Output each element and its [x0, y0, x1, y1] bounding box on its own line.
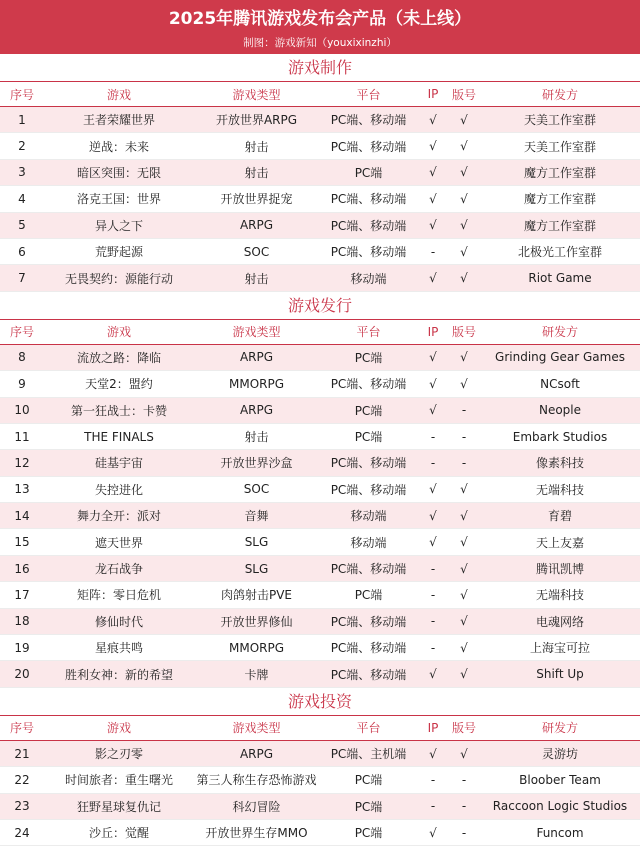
cell-game: 遮天世界 — [94, 535, 143, 550]
cell-game: 王者荣耀世界 — [82, 113, 155, 128]
cell-genre: 射击 — [244, 430, 269, 445]
cell-ip: √ — [429, 139, 437, 154]
page-subtitle: 制图：游戏新知（youxixinzhi） — [243, 37, 397, 49]
cell-license: √ — [460, 191, 468, 206]
cell-platform: PC端、移动端 — [330, 667, 407, 682]
cell-developer: 天美工作室群 — [523, 113, 596, 128]
cell-platform: PC端、移动端 — [330, 456, 407, 471]
cell-ip: √ — [429, 165, 437, 180]
cell-genre: ARPG — [239, 350, 274, 365]
header-developer: 研发方 — [541, 721, 578, 736]
table-row — [0, 503, 640, 529]
table-row — [0, 107, 640, 133]
cell-ip: - — [430, 614, 436, 629]
cell-game: 异人之下 — [94, 218, 143, 233]
cell-platform: PC端、移动端 — [330, 113, 407, 128]
table-row — [0, 371, 640, 397]
cell-platform: 移动端 — [350, 535, 387, 550]
cell-game: 沙丘：觉醒 — [88, 826, 149, 841]
header-developer: 研发方 — [541, 325, 578, 340]
header-license: 版号 — [451, 721, 476, 736]
cell-platform: PC端 — [354, 826, 383, 841]
title-banner — [0, 0, 640, 54]
cell-number: 17 — [14, 587, 30, 602]
cell-number: 22 — [14, 772, 30, 787]
cell-genre: 开放世界捉宠 — [220, 192, 293, 207]
cell-ip: - — [430, 429, 436, 444]
table-row — [0, 794, 640, 820]
cell-game: 星痕共鸣 — [94, 641, 143, 656]
cell-ip: √ — [429, 667, 437, 682]
cell-developer: 电魂网络 — [535, 614, 584, 629]
cell-ip: - — [430, 244, 436, 259]
cell-ip: √ — [429, 112, 437, 127]
cell-developer: Bloober Team — [519, 772, 601, 787]
cell-license: √ — [460, 587, 468, 602]
cell-game: 失控进化 — [94, 482, 143, 497]
cell-number: 9 — [18, 376, 26, 391]
cell-genre: 射击 — [244, 271, 269, 286]
cell-license: √ — [460, 667, 468, 682]
section-title: 游戏制作 — [287, 58, 352, 77]
cell-license: √ — [460, 640, 468, 655]
cell-ip: - — [430, 561, 436, 576]
cell-number: 11 — [14, 429, 30, 444]
header-platform: 平台 — [356, 721, 381, 736]
table-row — [0, 398, 640, 424]
cell-genre: 开放世界生存MMO — [205, 826, 308, 841]
cell-platform: 移动端 — [350, 509, 387, 524]
cell-ip: - — [430, 772, 436, 787]
table-row — [0, 133, 640, 159]
cell-developer: Shift Up — [536, 667, 584, 682]
cell-license: - — [461, 455, 467, 470]
cell-genre: 第三人称生存恐怖游戏 — [196, 773, 317, 788]
cell-ip: √ — [429, 482, 437, 497]
cell-number: 20 — [14, 667, 30, 682]
cell-license: √ — [460, 350, 468, 365]
table-row — [0, 661, 640, 687]
table-row — [0, 213, 640, 239]
cell-license: √ — [460, 561, 468, 576]
table-row — [0, 345, 640, 371]
cell-developer: 无端科技 — [535, 588, 584, 603]
cell-license: √ — [460, 112, 468, 127]
cell-platform: PC端、移动端 — [330, 482, 407, 497]
cell-platform: PC端、移动端 — [330, 245, 407, 260]
table-row — [0, 820, 640, 846]
cell-platform: PC端 — [354, 799, 383, 814]
cell-license: - — [461, 403, 467, 418]
cell-genre: ARPG — [239, 403, 274, 418]
cell-genre: 肉鸽射击PVE — [220, 588, 293, 603]
cell-license: √ — [460, 218, 468, 233]
cell-license: √ — [460, 376, 468, 391]
cell-developer: 像素科技 — [535, 456, 584, 471]
cell-number: 1 — [18, 112, 26, 127]
cell-developer: 上海宝可拉 — [529, 641, 590, 656]
table-row — [0, 582, 640, 608]
cell-game: 逆战：未来 — [88, 139, 149, 154]
cell-license: - — [461, 429, 467, 444]
cell-number: 7 — [18, 271, 26, 286]
cell-platform: PC端 — [354, 430, 383, 445]
table-row — [0, 477, 640, 503]
cell-genre: 开放世界ARPG — [215, 113, 298, 128]
cell-ip: √ — [429, 746, 437, 761]
cell-game: 龙石战争 — [94, 562, 143, 577]
cell-license: √ — [460, 165, 468, 180]
table-row — [0, 265, 640, 291]
cell-genre: 射击 — [244, 139, 269, 154]
cell-developer: 魔方工作室群 — [523, 165, 596, 180]
cell-ip: √ — [429, 350, 437, 365]
cell-game: 胜利女神：新的希望 — [64, 667, 173, 682]
cell-developer: 灵游坊 — [541, 747, 578, 761]
header-platform: 平台 — [356, 87, 381, 102]
cell-license: - — [461, 772, 467, 787]
cell-game: 狂野星球复仇记 — [76, 799, 161, 814]
table-row — [0, 186, 640, 212]
cell-license: - — [461, 825, 467, 840]
cell-genre: SOC — [243, 244, 270, 259]
cell-developer: Funcom — [536, 825, 584, 840]
cell-developer: Riot Game — [528, 271, 592, 286]
table-row — [0, 450, 640, 476]
cell-license: √ — [460, 535, 468, 550]
section-title: 游戏投资 — [287, 691, 352, 711]
cell-platform: PC端、移动端 — [330, 614, 407, 629]
cell-platform: 移动端 — [350, 271, 387, 286]
cell-license: √ — [460, 508, 468, 523]
cell-number: 4 — [18, 191, 26, 206]
cell-genre: 开放世界沙盒 — [220, 456, 293, 471]
table-row — [0, 529, 640, 555]
cell-game: 舞力全开：派对 — [76, 509, 161, 524]
cell-number: 16 — [14, 561, 30, 576]
table-row — [0, 424, 640, 450]
cell-developer: 北极光工作室群 — [517, 245, 602, 260]
header-number: 序号 — [9, 325, 34, 340]
cell-number: 5 — [18, 218, 26, 233]
cell-ip: √ — [429, 376, 437, 391]
header-game: 游戏 — [106, 87, 131, 102]
cell-game: 矩阵：零日危机 — [76, 588, 161, 603]
product-table — [0, 54, 640, 846]
cell-genre: ARPG — [239, 746, 274, 761]
header-game: 游戏 — [106, 325, 131, 340]
cell-number: 14 — [14, 508, 30, 523]
table-row — [0, 160, 640, 186]
cell-genre: MMORPG — [228, 376, 285, 391]
table-header — [0, 81, 640, 107]
cell-license: √ — [460, 614, 468, 629]
cell-developer: 天美工作室群 — [523, 139, 596, 154]
cell-developer: Embark Studios — [512, 429, 608, 444]
cell-platform: PC端、移动端 — [330, 218, 407, 233]
cell-genre: MMORPG — [228, 640, 285, 655]
cell-game: 暗区突围：无限 — [76, 165, 161, 180]
cell-platform: PC端 — [354, 350, 383, 365]
cell-platform: PC端、主机端 — [330, 747, 407, 761]
table-header — [0, 715, 640, 741]
cell-genre: 开放世界修仙 — [220, 614, 293, 629]
cell-developer: 天上友嘉 — [535, 535, 584, 550]
cell-number: 13 — [14, 482, 30, 497]
cell-developer: Raccoon Logic Studios — [492, 799, 628, 814]
cell-platform: PC端 — [354, 403, 383, 418]
cell-genre: SLG — [244, 561, 269, 576]
header-number: 序号 — [9, 721, 34, 736]
cell-game: THE FINALS — [84, 429, 154, 444]
cell-platform: PC端、移动端 — [330, 641, 407, 656]
cell-number: 15 — [14, 535, 30, 550]
cell-platform: PC端 — [354, 773, 383, 788]
cell-number: 21 — [14, 746, 30, 761]
cell-game: 洛克王国：世界 — [76, 192, 161, 207]
cell-game: 影之刃零 — [94, 747, 143, 761]
header-developer: 研发方 — [541, 87, 578, 102]
cell-ip: √ — [429, 191, 437, 206]
table-row — [0, 239, 640, 265]
cell-license: - — [461, 799, 467, 814]
cell-license: √ — [460, 244, 468, 259]
cell-game: 天堂2：盟约 — [85, 377, 153, 392]
cell-license: √ — [460, 139, 468, 154]
cell-number: 8 — [18, 350, 26, 365]
cell-license: √ — [460, 746, 468, 761]
cell-ip: √ — [429, 218, 437, 233]
header-genre: 游戏类型 — [232, 325, 281, 340]
cell-ip: √ — [429, 825, 437, 840]
cell-number: 12 — [14, 455, 30, 470]
cell-platform: PC端 — [354, 588, 383, 603]
cell-license: √ — [460, 482, 468, 497]
cell-developer: Neople — [538, 403, 582, 418]
header-license: 版号 — [451, 325, 476, 340]
cell-number: 24 — [14, 825, 30, 840]
cell-developer: NCsoft — [540, 376, 580, 391]
table-row — [0, 741, 640, 767]
cell-developer: Grinding Gear Games — [495, 350, 625, 365]
cell-ip: - — [430, 587, 436, 602]
header-ip: IP — [427, 324, 439, 339]
table-header — [0, 319, 640, 345]
cell-genre: 音舞 — [244, 509, 269, 524]
cell-developer: 无端科技 — [535, 482, 584, 497]
cell-platform: PC端、移动端 — [330, 139, 407, 154]
cell-platform: PC端、移动端 — [330, 192, 407, 207]
cell-ip: - — [430, 799, 436, 814]
cell-genre: SOC — [243, 482, 270, 497]
cell-ip: √ — [429, 508, 437, 523]
cell-number: 3 — [18, 165, 26, 180]
cell-number: 6 — [18, 244, 26, 259]
cell-genre: 科幻冒险 — [232, 799, 281, 814]
header-license: 版号 — [451, 87, 476, 102]
header-genre: 游戏类型 — [232, 721, 281, 736]
page-title: 2025年腾讯游戏发布会产品（未上线） — [168, 9, 472, 29]
cell-platform: PC端、移动端 — [330, 377, 407, 392]
cell-ip: - — [430, 640, 436, 655]
cell-platform: PC端 — [354, 165, 383, 180]
cell-ip: - — [430, 455, 436, 470]
cell-game: 无畏契约：源能行动 — [64, 271, 173, 286]
cell-ip: √ — [429, 535, 437, 550]
header-genre: 游戏类型 — [232, 87, 281, 102]
cell-developer: 育碧 — [547, 509, 572, 524]
table-row — [0, 767, 640, 793]
cell-ip: √ — [429, 271, 437, 286]
cell-game: 流放之路：降临 — [76, 350, 161, 365]
section-title: 游戏发行 — [287, 295, 352, 315]
cell-number: 23 — [14, 799, 30, 814]
cell-number: 10 — [14, 403, 30, 418]
table-row — [0, 609, 640, 635]
cell-genre: ARPG — [239, 218, 274, 233]
table-row — [0, 635, 640, 661]
cell-game: 第一狂战士：卡赞 — [70, 403, 167, 418]
cell-number: 18 — [14, 614, 30, 629]
header-game: 游戏 — [106, 721, 131, 736]
cell-game: 时间旅者：重生曙光 — [64, 773, 173, 788]
cell-platform: PC端、移动端 — [330, 562, 407, 577]
cell-developer: 魔方工作室群 — [523, 192, 596, 207]
header-platform: 平台 — [356, 325, 381, 340]
cell-number: 19 — [14, 640, 30, 655]
cell-game: 修仙时代 — [94, 614, 143, 629]
header-ip: IP — [427, 87, 439, 101]
cell-number: 2 — [18, 139, 26, 154]
cell-game: 荒野起源 — [94, 245, 143, 260]
cell-license: √ — [460, 271, 468, 286]
cell-developer: 魔方工作室群 — [523, 218, 596, 233]
header-number: 序号 — [9, 87, 34, 102]
cell-developer: 腾讯凯博 — [535, 562, 584, 577]
cell-genre: 射击 — [244, 165, 269, 180]
cell-genre: 卡牌 — [244, 667, 269, 682]
cell-genre: SLG — [244, 535, 269, 550]
cell-ip: √ — [429, 403, 437, 418]
header-ip: IP — [427, 720, 439, 735]
table-row — [0, 556, 640, 582]
cell-game: 硅基宇宙 — [94, 456, 143, 471]
